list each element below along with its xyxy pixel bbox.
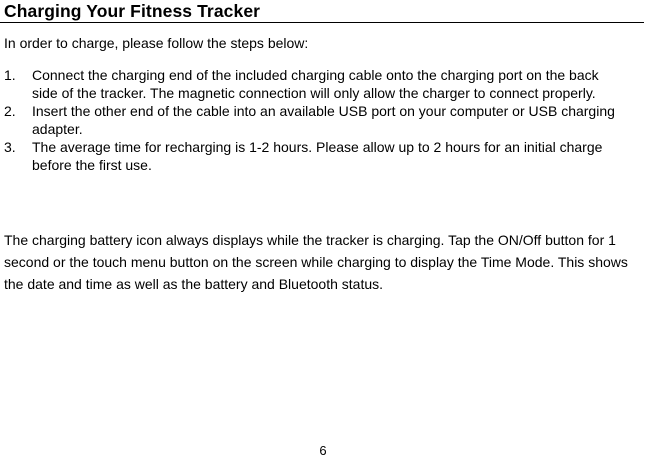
step-text: Connect the charging end of the included charging cable onto the charging port on the back side of the tracker. The magnetic connection will only allow the charger to connect properly. <box>32 67 599 101</box>
step-number: 3. <box>4 139 16 155</box>
page-number: 6 <box>319 443 327 458</box>
list-item <box>4 102 624 138</box>
charging-info-paragraph: The charging battery icon always displays while the tracker is charging. Tap the ON/Off button for 1 second or the touch menu button on the screen while charging to display the Time Mode. This shows the date and time as well as the battery and Bluetooth status. <box>4 232 628 292</box>
steps-list <box>4 66 624 174</box>
step-number: 2. <box>4 103 16 119</box>
list-item <box>4 66 624 102</box>
intro-text: In order to charge, please follow the steps below: <box>4 35 309 51</box>
title-divider <box>0 22 644 23</box>
step-text: The average time for recharging is 1-2 hours. Please allow up to 2 hours for an initial charge before the first use. <box>32 139 603 173</box>
step-number: 1. <box>4 67 16 83</box>
step-text: Insert the other end of the cable into an available USB port on your computer or USB charging adapter. <box>32 103 615 137</box>
list-item <box>4 138 624 174</box>
page-title: Charging Your Fitness Tracker <box>4 1 261 21</box>
